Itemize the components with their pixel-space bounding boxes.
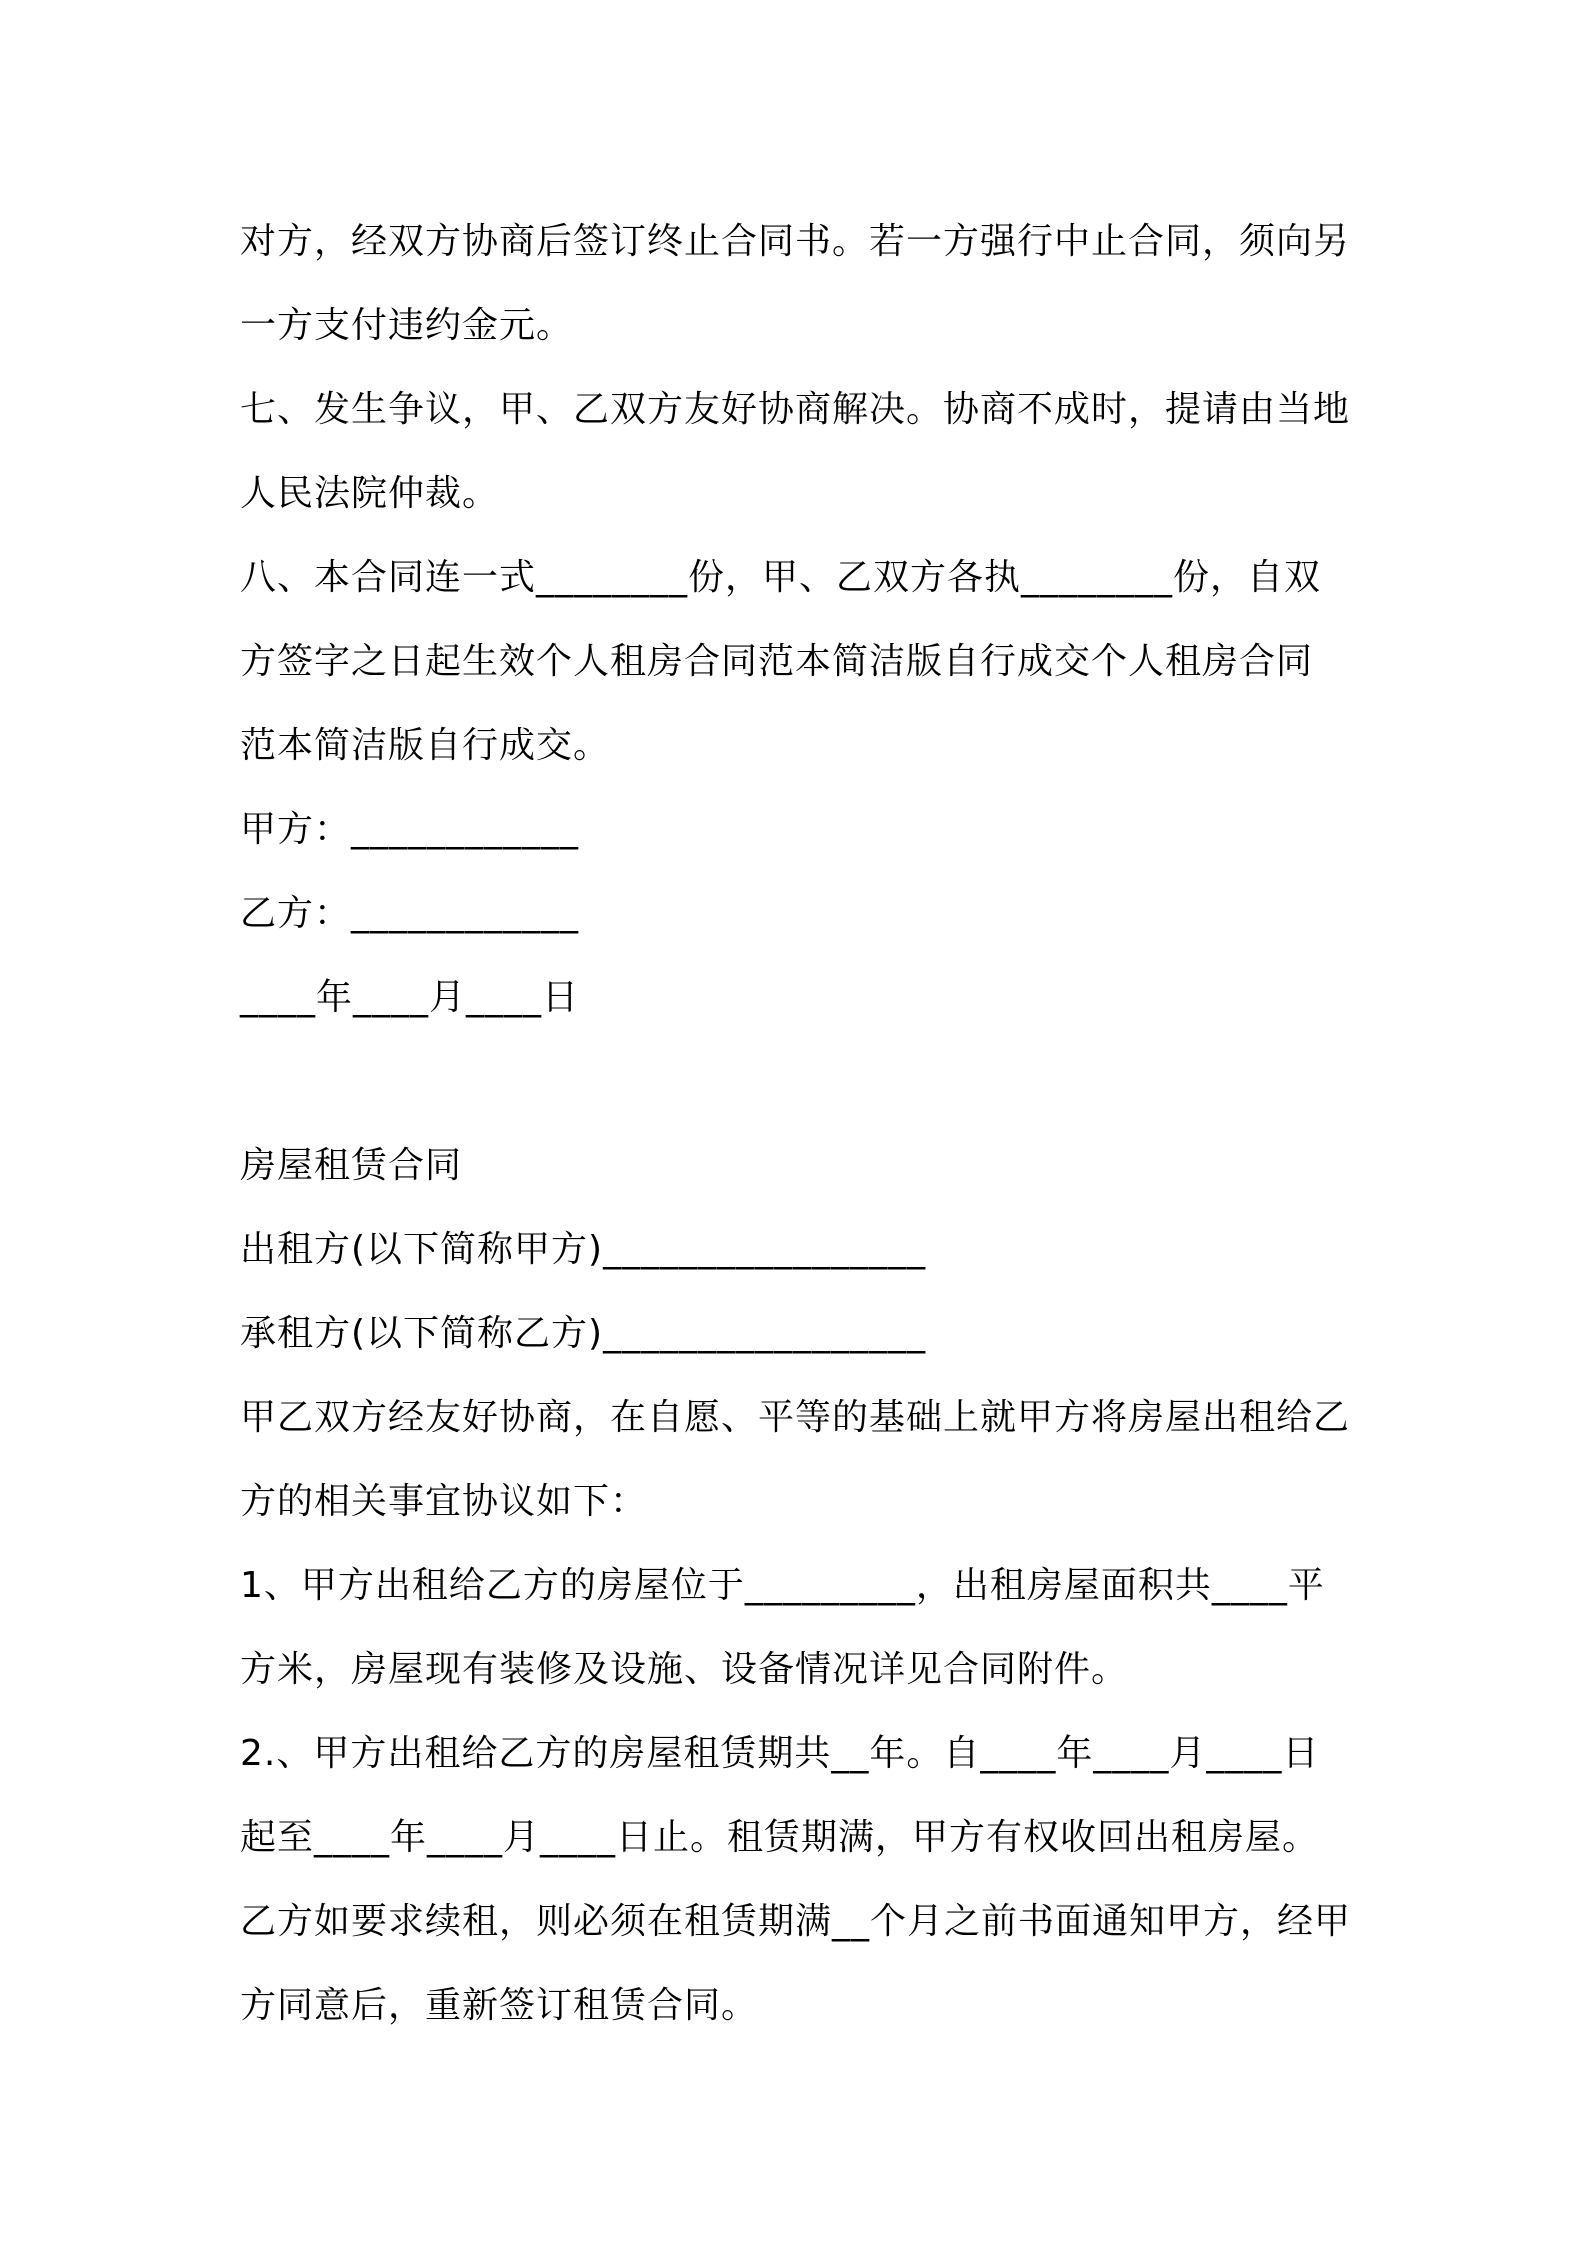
document-body: [240, 200, 1360, 2048]
preamble-line: 方的相关事宜协议如下：: [240, 1481, 648, 1522]
contract-title: 房屋租赁合同: [240, 1145, 463, 1186]
section-spacer: [240, 1040, 1360, 1124]
date-line: ____年____月____日: [240, 977, 580, 1018]
text-line: 人民法院仲裁。: [240, 473, 500, 514]
party-b-signature-line: 乙方：____________: [240, 893, 580, 934]
text-line: 起至____年____月____日止。租赁期满，甲方有权收回出租房屋。: [240, 1817, 1320, 1858]
text-line: 对方，经双方协商后签订终止合同书。若一方强行中止合同，须向另: [240, 221, 1351, 262]
text-line: 方签字之日起生效个人租房合同范本简洁版自行成交个人租房合同: [240, 641, 1314, 682]
clause-7: 七、发生争议，甲、乙双方友好协商解决。协商不成时，提请由当地: [240, 389, 1351, 430]
preamble-line: 甲乙双方经友好协商，在自愿、平等的基础上就甲方将房屋出租给乙: [240, 1397, 1351, 1438]
party-a-signature-line: 甲方：____________: [240, 809, 580, 850]
text-line: 乙方如要求续租，则必须在租赁期满__个月之前书面通知甲方，经甲: [240, 1901, 1352, 1942]
clause-8: 八、本合同连一式________份，甲、乙双方各执________份，自双: [240, 557, 1322, 598]
text-line: 方同意后，重新签订租赁合同。: [240, 1985, 759, 2026]
text-line: 一方支付违约金元。: [240, 305, 574, 346]
lessor-line: 出租方(以下简称甲方)_________________: [240, 1229, 927, 1270]
lessee-line: 承租方(以下简称乙方)_________________: [240, 1313, 927, 1354]
text-line: 范本简洁版自行成交。: [240, 725, 611, 766]
text-line: 方米，房屋现有装修及设施、设备情况详见合同附件。: [240, 1649, 1129, 1690]
clause-1: 1、甲方出租给乙方的房屋位于_________，出租房屋面积共____平: [240, 1565, 1325, 1606]
clause-2: 2.、甲方出租给乙方的房屋租赁期共__年。自____年____月____日: [240, 1733, 1320, 1774]
